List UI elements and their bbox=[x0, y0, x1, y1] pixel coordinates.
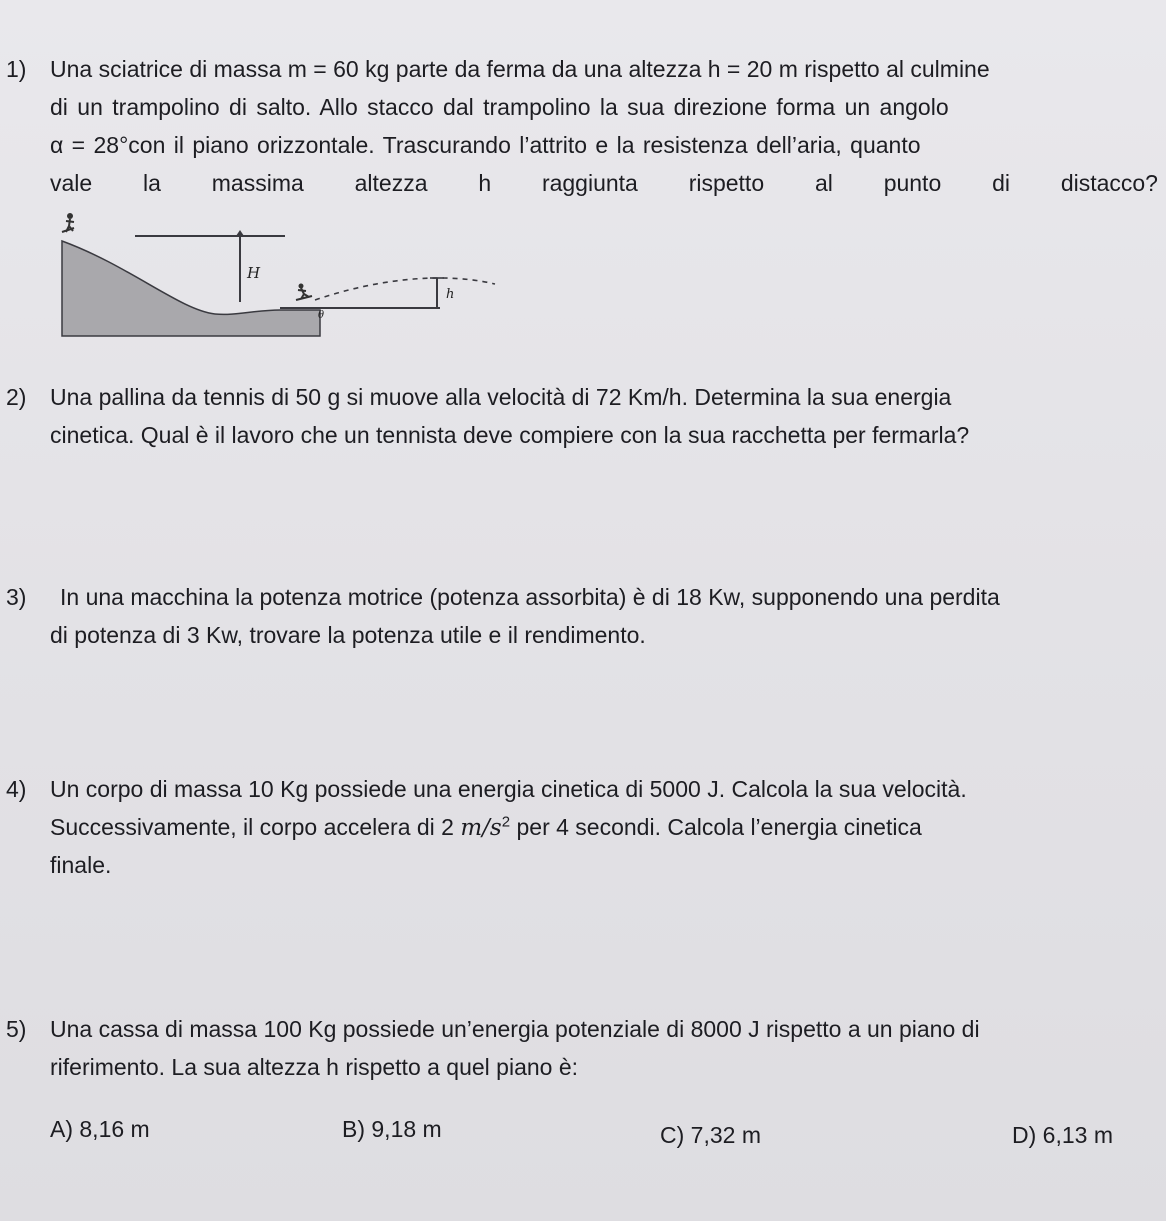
word: di bbox=[992, 170, 1010, 196]
question-number: 5) bbox=[6, 1016, 27, 1042]
question-3-line-1: In una macchina la potenza motrice (potenza assorbita) è di 18 Kw, supponendo una perdita bbox=[60, 584, 1000, 610]
word: altezza bbox=[354, 170, 428, 196]
question-5-line-2: riferimento. La sua altezza h rispetto a quel piano è: bbox=[50, 1054, 579, 1080]
word: rispetto bbox=[688, 170, 765, 196]
question-3-line-2: di potenza di 3 Kw, trovare la potenza utile e il rendimento. bbox=[50, 622, 646, 648]
unit-ms: m/s bbox=[460, 815, 502, 841]
question-number: 2) bbox=[6, 384, 27, 410]
skier-start-icon bbox=[62, 213, 74, 232]
text-before-unit: Successivamente, il corpo accelera di 2 bbox=[50, 814, 454, 840]
word: h bbox=[478, 170, 492, 196]
question-number: 4) bbox=[6, 776, 27, 802]
word: massima bbox=[211, 170, 304, 196]
H-label: H bbox=[247, 264, 261, 282]
question-5-line-1: Una cassa di massa 100 Kg possiede un’energia potenziale di 8000 J rispetto a un piano di bbox=[50, 1016, 980, 1042]
question-1-line-4 bbox=[50, 164, 1158, 202]
H-arrow-head bbox=[236, 230, 244, 236]
ramp-slope bbox=[62, 241, 320, 336]
question-2-line-2: cinetica. Qual è il lavoro che un tennista deve compiere con la sua racchetta per fermarla? bbox=[50, 422, 970, 448]
word: la bbox=[143, 170, 161, 196]
question-number: 1) bbox=[6, 56, 27, 82]
option-b: B) 9,18 m bbox=[342, 1116, 442, 1142]
h-label: h bbox=[446, 287, 455, 302]
word: distacco? bbox=[1060, 170, 1158, 196]
question-1-line-1: Una sciatrice di massa m = 60 kg parte da ferma da una altezza h = 20 m rispetto al culmine bbox=[50, 56, 990, 82]
word: vale bbox=[50, 170, 93, 196]
unit-exponent: 2 bbox=[501, 813, 511, 831]
question-1-line-3: α = 28°con il piano orizzontale. Trascurando l’attrito e la resistenza dell’aria, quanto bbox=[50, 132, 921, 158]
word: punto bbox=[883, 170, 942, 196]
trajectory bbox=[315, 278, 495, 300]
option-c: C) 7,32 m bbox=[660, 1122, 761, 1148]
question-1-line-2: di un trampolino di salto. Allo stacco dal trampolino la sua direzione forma un angolo bbox=[50, 94, 949, 120]
question-4-line-1: Un corpo di massa 10 Kg possiede una energia cinetica di 5000 J. Calcola la sua velocità. bbox=[50, 776, 967, 802]
option-d: D) 6,13 m bbox=[1012, 1122, 1113, 1148]
text-after-unit: per 4 secondi. Calcola l’energia cinetica bbox=[516, 814, 922, 840]
option-a: A) 8,16 m bbox=[50, 1116, 150, 1142]
question-4-line-2 bbox=[50, 808, 922, 847]
question-number: 3) bbox=[6, 584, 27, 610]
question-4-line-3: finale. bbox=[50, 852, 112, 878]
theta-label: θ bbox=[318, 310, 325, 321]
word: raggiunta bbox=[541, 170, 638, 196]
skier-jump-icon bbox=[296, 284, 312, 301]
word: al bbox=[814, 170, 833, 196]
question-2-line-1: Una pallina da tennis di 50 g si muove alla velocità di 72 Km/h. Determina la sua energia bbox=[50, 384, 952, 410]
ski-jump-diagram bbox=[40, 206, 510, 346]
